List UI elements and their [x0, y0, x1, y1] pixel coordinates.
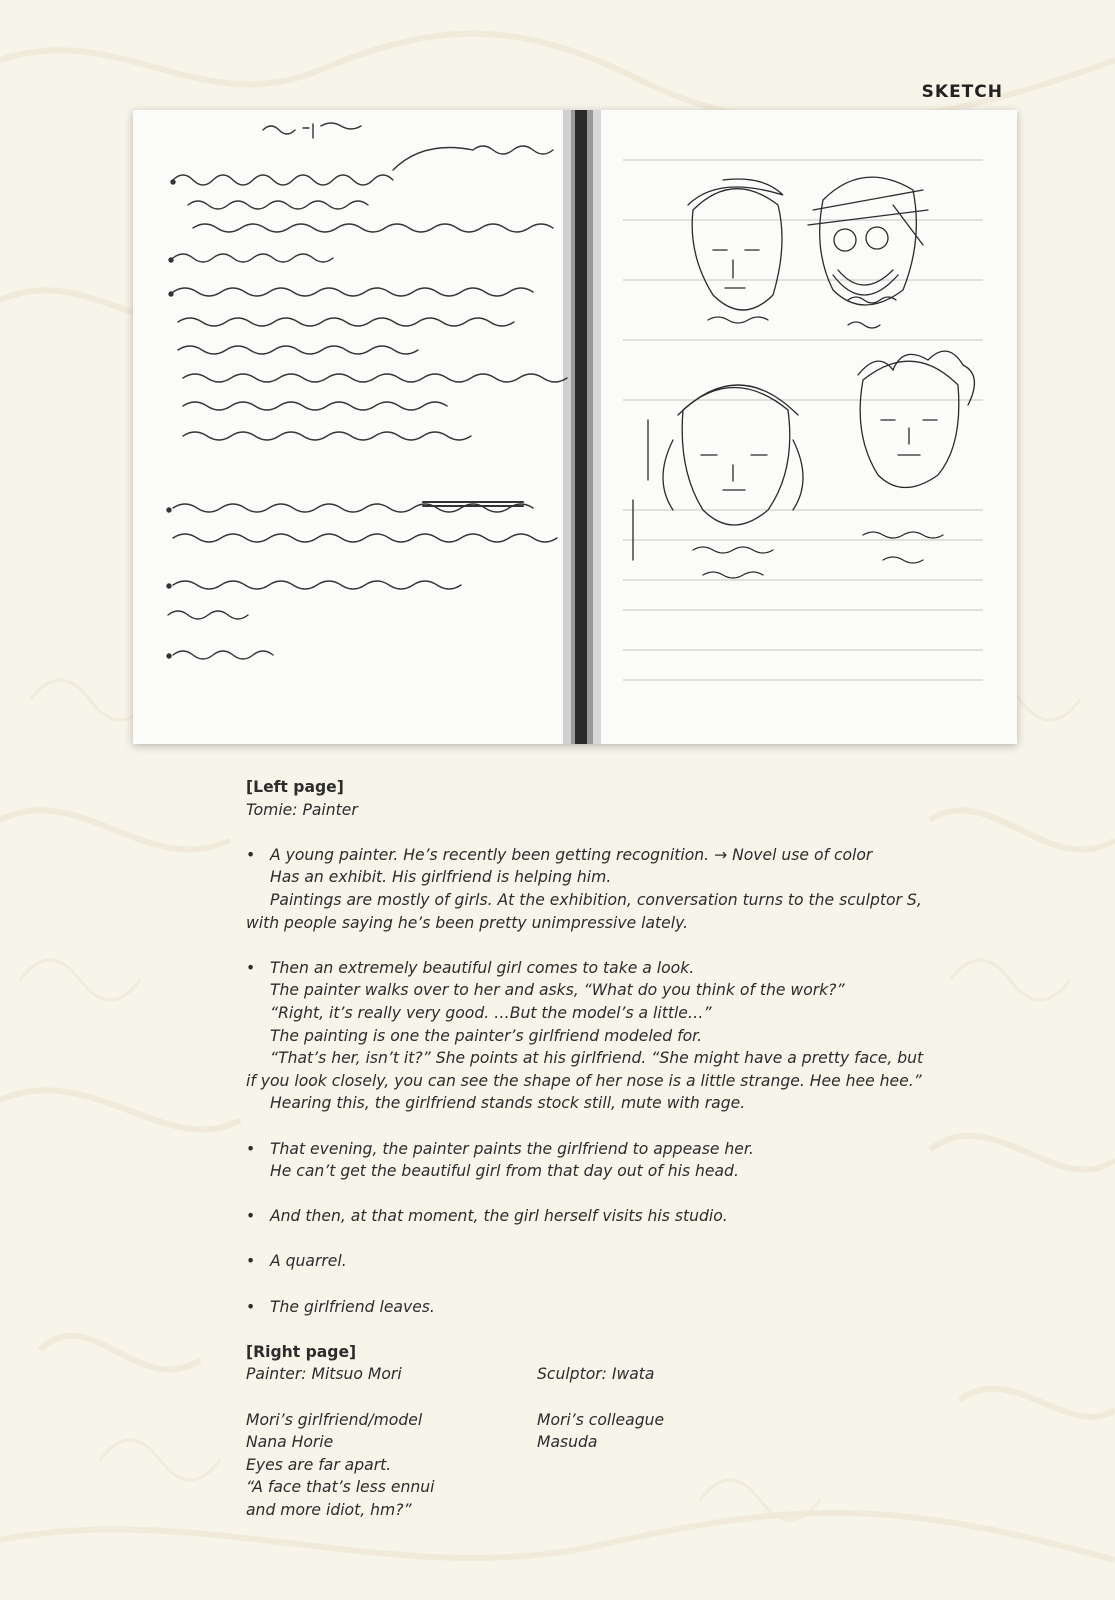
- list-item: • And then, at that moment, the girl herself visits his studio.: [246, 1205, 926, 1228]
- text-line: Eyes are far apart.: [246, 1455, 392, 1474]
- list-item: [246, 1138, 926, 1183]
- right-page-column-left: [246, 1363, 537, 1521]
- text-line: • Then an extremely beautiful girl comes to take a look.: [270, 958, 695, 977]
- text-line: Has an exhibit. His girlfriend is helping him.: [270, 868, 612, 887]
- text-line: The painting is one the painter’s girlfriend modeled for.: [270, 1026, 703, 1045]
- text-line: “That’s her, isn’t it?” She points at his girlfriend. “She might have a pretty face, but: [270, 1049, 924, 1068]
- binding-line: [575, 110, 587, 744]
- text-line: • A young painter. He’s recently been getting recognition. → Novel use of color: [270, 845, 873, 864]
- section-label: SKETCH: [921, 82, 1003, 102]
- text-line: Mori’s girlfriend/model: [246, 1410, 423, 1429]
- list-item: • A quarrel.: [246, 1250, 926, 1273]
- text-line: The painter walks over to her and asks, “What do you think of the work?”: [270, 981, 845, 1000]
- text-line: • That evening, the painter paints the girlfriend to appease her.: [270, 1139, 754, 1158]
- right-page-heading: [Right page]: [246, 1342, 357, 1361]
- right-page-column-right: [537, 1363, 926, 1521]
- list-item: [246, 957, 926, 1070]
- sketchbook-illustration: [133, 110, 1017, 744]
- text-line: Mori’s colleague: [537, 1410, 665, 1429]
- list-item: • The girlfriend leaves.: [246, 1296, 926, 1319]
- text-line: He can’t get the beautiful girl from that day out of his head.: [270, 1162, 739, 1181]
- list-item: [246, 844, 926, 912]
- text-line: Masuda: [537, 1433, 598, 1452]
- text-line: “Right, it’s really very good. …But the model’s a little…”: [270, 1003, 712, 1022]
- text-line: if you look closely, you can see the shape of her nose is a little strange. Hee hee hee.”: [246, 1071, 922, 1090]
- transcription-text: [246, 776, 926, 1522]
- text-line: Paintings are mostly of girls. At the exhibition, conversation turns to the sculptor S,: [270, 890, 922, 909]
- left-page-heading: [Left page]: [246, 778, 344, 796]
- left-page-subtitle: Tomie: Painter: [246, 800, 358, 819]
- sketchbook-image: [133, 110, 1017, 744]
- text-line: Painter: Mitsuo Mori: [246, 1365, 402, 1384]
- right-page-columns: [246, 1363, 926, 1521]
- text-line: with people saying he’s been pretty unimpressive lately.: [246, 913, 689, 932]
- text-line: Sculptor: Iwata: [537, 1365, 655, 1384]
- text-line: “A face that’s less ennui: [246, 1478, 435, 1497]
- text-line: Hearing this, the girlfriend stands stock still, mute with rage.: [270, 1094, 746, 1113]
- text-line: and more idiot, hm?”: [246, 1501, 412, 1519]
- text-line: Nana Horie: [246, 1433, 334, 1452]
